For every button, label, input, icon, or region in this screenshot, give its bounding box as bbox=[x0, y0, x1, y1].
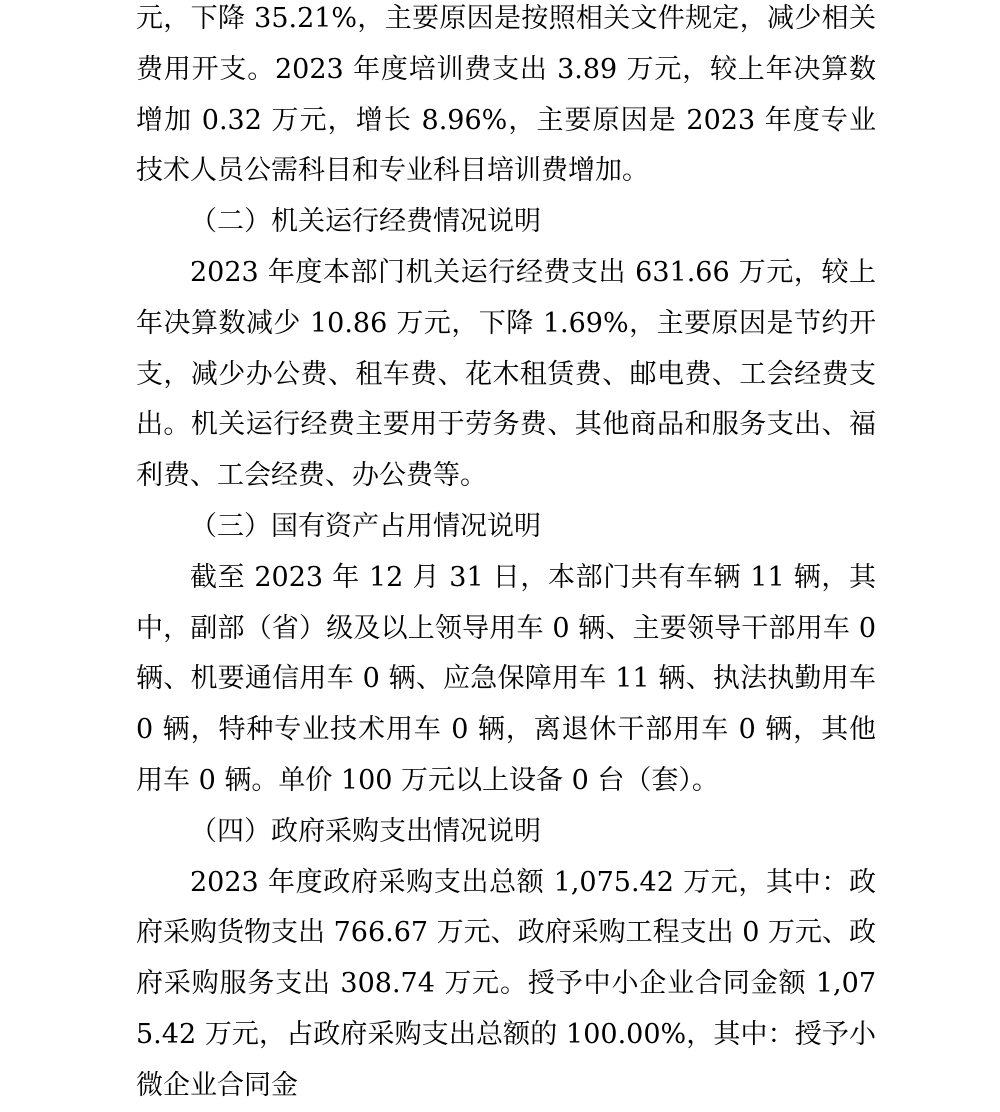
section-heading-procurement: （四）政府采购支出情况说明 bbox=[190, 815, 541, 847]
document-body bbox=[136, 0, 876, 1112]
paragraph-admin-expenses: 2023 年度本部门机关运行经费支出 631.66 万元，较上年决算数减少 10.86 万元，下降 1.69%，主要原因是节约开支，减少办公费、租车费、花木租赁费、邮电费、工会经费支出。机关运行经费主要用于劳务费、其他商品和服务支出、福利费、工会经费、办公费等。 bbox=[136, 256, 876, 492]
paragraph-state-assets: 截至 2023 年 12 月 31 日，本部门共有车辆 11 辆，其中，副部（省）级及以上领导用车 0 辆、主要领导干部用车 0 辆、机要通信用车 0 辆、应急保障用车 11 辆、执法执勤用车 0 辆，特种专业技术用车 0 辆，离退休干部用车 0 辆，其他用车 0 辆。单价 100 万元以上设备 0 台（套）。 bbox=[136, 561, 876, 796]
section-heading-admin-expenses: （二）机关运行经费情况说明 bbox=[190, 206, 541, 238]
continuation-paragraph: 元，下降 35.21%，主要原因是按照相关文件规定，减少相关费用开支。2023 年度培训费支出 3.89 万元，较上年决算数增加 0.32 万元，增长 8.96%，主要原因是 2023 年度专业技术人员公需科目和专业科目培训费增加。 bbox=[136, 3, 876, 187]
paragraph-procurement: 2023 年度政府采购支出总额 1,075.42 万元，其中：政府采购货物支出 766.67 万元、政府采购工程支出 0 万元、政府采购服务支出 308.74 万元。授予中小企业合同金额 1,075.42 万元，占政府采购支出总额的 100.00%，其中：授予小微企业合同金 bbox=[136, 866, 876, 1101]
section-heading-state-assets: （三）国有资产占用情况说明 bbox=[190, 510, 541, 542]
